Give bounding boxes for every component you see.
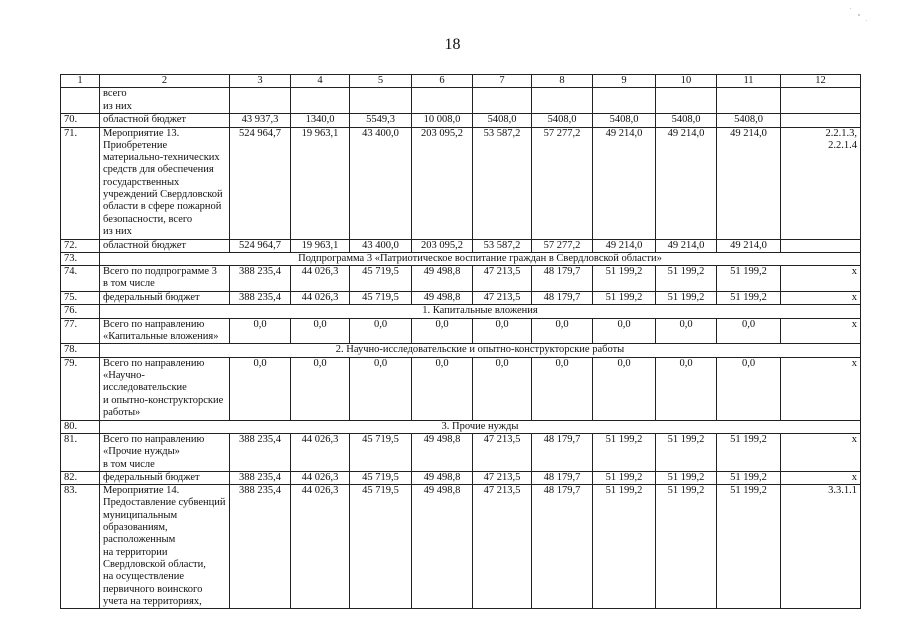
code-cell	[781, 114, 861, 127]
value-cell: 0,0	[532, 318, 593, 344]
header-cell: 6	[412, 75, 473, 88]
value-cell: 1340,0	[291, 114, 350, 127]
value-cell: 51 199,2	[593, 471, 656, 484]
value-cell: 45 719,5	[350, 292, 412, 305]
section-title: Подпрограмма 3 «Патриотическое воспитание граждан в Свердловской области»	[100, 252, 861, 265]
value-cell: 5408,0	[593, 114, 656, 127]
value-cell: 45 719,5	[350, 485, 412, 609]
header-cell: 9	[593, 75, 656, 88]
section-row	[61, 420, 861, 433]
row-index: 74.	[61, 266, 100, 292]
table-row	[61, 318, 861, 344]
page-number: 18	[444, 36, 461, 53]
value-cell: 19 963,1	[291, 127, 350, 239]
value-cell: 5549,3	[350, 114, 412, 127]
row-index: 80.	[61, 420, 100, 433]
value-cell: 44 026,3	[291, 433, 350, 471]
code-cell: x	[781, 292, 861, 305]
row-name: Всего по направлению «Прочие нужды» в том числе	[100, 433, 230, 471]
value-cell: 48 179,7	[532, 485, 593, 609]
value-cell: 388 235,4	[230, 266, 291, 292]
value-cell: 0,0	[291, 357, 350, 420]
value-cell: 49 214,0	[717, 239, 781, 252]
code-cell: x	[781, 266, 861, 292]
row-name: Всего по подпрограмме 3 в том числе	[100, 266, 230, 292]
table-row	[61, 292, 861, 305]
header-cell: 11	[717, 75, 781, 88]
header-cell: 10	[656, 75, 717, 88]
value-cell: 0,0	[656, 318, 717, 344]
value-cell: 51 199,2	[593, 485, 656, 609]
code-cell: x	[781, 433, 861, 471]
value-cell: 19 963,1	[291, 239, 350, 252]
row-name: федеральный бюджет	[100, 471, 230, 484]
value-cell: 51 199,2	[717, 292, 781, 305]
table-row	[61, 266, 861, 292]
header-cell: 4	[291, 75, 350, 88]
header-row	[61, 75, 861, 88]
value-cell: 47 213,5	[473, 266, 532, 292]
value-cell: 49 498,8	[412, 433, 473, 471]
section-row	[61, 344, 861, 357]
value-cell: 0,0	[656, 357, 717, 420]
value-cell: 51 199,2	[593, 433, 656, 471]
value-cell: 0,0	[230, 357, 291, 420]
header-cell: 8	[532, 75, 593, 88]
value-cell: 43 400,0	[350, 239, 412, 252]
header-cell: 5	[350, 75, 412, 88]
header-cell: 1	[61, 75, 100, 88]
value-cell: 48 179,7	[532, 471, 593, 484]
value-cell: 49 498,8	[412, 292, 473, 305]
row-name: Всего по направлению «Капитальные вложения»	[100, 318, 230, 344]
value-cell: 49 214,0	[593, 127, 656, 239]
value-cell: 49 214,0	[717, 127, 781, 239]
row-name: Мероприятие 13. Приобретение материально-технических средств для обеспечения государственных учреждений Свердловской области в сфере пожарной безопасности, всего из них	[100, 127, 230, 239]
value-cell: 5408,0	[717, 114, 781, 127]
table-row	[61, 88, 861, 114]
value-cell: 49 498,8	[412, 266, 473, 292]
row-index: 75.	[61, 292, 100, 305]
value-cell: 49 214,0	[593, 239, 656, 252]
value-cell: 203 095,2	[412, 127, 473, 239]
table-row	[61, 114, 861, 127]
section-row	[61, 252, 861, 265]
code-cell: x	[781, 318, 861, 344]
value-cell: 51 199,2	[593, 266, 656, 292]
table-row	[61, 471, 861, 484]
value-cell: 51 199,2	[717, 433, 781, 471]
value-cell: 48 179,7	[532, 266, 593, 292]
value-cell: 524 964,7	[230, 239, 291, 252]
scan-speck	[858, 14, 860, 16]
value-cell: 49 498,8	[412, 471, 473, 484]
section-title: 1. Капитальные вложения	[100, 305, 861, 318]
row-name: Всего по направлению «Научно- исследовательские и опытно-конструкторские работы»	[100, 357, 230, 420]
header-cell: 7	[473, 75, 532, 88]
value-cell: 48 179,7	[532, 292, 593, 305]
value-cell: 0,0	[412, 318, 473, 344]
value-cell: 49 498,8	[412, 485, 473, 609]
row-index: 73.	[61, 252, 100, 265]
code-cell: x	[781, 471, 861, 484]
table-row	[61, 357, 861, 420]
code-cell: 2.2.1.3, 2.2.1.4	[781, 127, 861, 239]
code-cell	[781, 239, 861, 252]
value-cell: 53 587,2	[473, 239, 532, 252]
value-cell: 47 213,5	[473, 292, 532, 305]
value-cell: 44 026,3	[291, 266, 350, 292]
value-cell: 0,0	[593, 357, 656, 420]
value-cell: 49 214,0	[656, 127, 717, 239]
value-cell: 5408,0	[473, 114, 532, 127]
value-cell: 51 199,2	[593, 292, 656, 305]
section-title: 2. Научно-исследовательские и опытно-конструкторские работы	[100, 344, 861, 357]
row-index: 78.	[61, 344, 100, 357]
row-index: 81.	[61, 433, 100, 471]
scan-speck	[866, 20, 867, 21]
table-row	[61, 433, 861, 471]
budget-table	[60, 74, 861, 609]
value-cell: 203 095,2	[412, 239, 473, 252]
value-cell: 48 179,7	[532, 433, 593, 471]
value-cell: 388 235,4	[230, 471, 291, 484]
value-cell: 43 937,3	[230, 114, 291, 127]
value-cell: 53 587,2	[473, 127, 532, 239]
row-name: областной бюджет	[100, 114, 230, 127]
row-name: областной бюджет	[100, 239, 230, 252]
value-cell: 44 026,3	[291, 471, 350, 484]
row-name: всего из них	[100, 88, 230, 114]
value-cell: 44 026,3	[291, 292, 350, 305]
table-row	[61, 239, 861, 252]
value-cell: 5408,0	[532, 114, 593, 127]
value-cell: 10 008,0	[412, 114, 473, 127]
value-cell: 524 964,7	[230, 127, 291, 239]
header-cell: 12	[781, 75, 861, 88]
row-index: 79.	[61, 357, 100, 420]
row-index: 71.	[61, 127, 100, 239]
value-cell: 0,0	[350, 357, 412, 420]
header-cell: 3	[230, 75, 291, 88]
row-index: 72.	[61, 239, 100, 252]
row-index: 82.	[61, 471, 100, 484]
row-index: 77.	[61, 318, 100, 344]
scan-speck	[850, 8, 851, 9]
value-cell: 43 400,0	[350, 127, 412, 239]
row-index: 70.	[61, 114, 100, 127]
value-cell: 51 199,2	[656, 292, 717, 305]
value-cell: 388 235,4	[230, 433, 291, 471]
value-cell: 388 235,4	[230, 485, 291, 609]
row-name: Мероприятие 14. Предоставление субвенций муниципальным образованиям, расположенным на территории Свердловской области, на осуществление первичного воинского учета на территориях,	[100, 485, 230, 609]
code-cell: x	[781, 357, 861, 420]
value-cell: 45 719,5	[350, 266, 412, 292]
value-cell: 0,0	[717, 318, 781, 344]
value-cell: 45 719,5	[350, 471, 412, 484]
code-cell: 3.3.1.1	[781, 485, 861, 609]
value-cell: 47 213,5	[473, 433, 532, 471]
table-row	[61, 485, 861, 609]
value-cell: 0,0	[291, 318, 350, 344]
value-cell: 51 199,2	[656, 266, 717, 292]
value-cell: 51 199,2	[717, 266, 781, 292]
value-cell: 0,0	[350, 318, 412, 344]
value-cell: 51 199,2	[717, 471, 781, 484]
header-cell: 2	[100, 75, 230, 88]
value-cell: 51 199,2	[656, 471, 717, 484]
value-cell: 0,0	[717, 357, 781, 420]
row-index	[61, 88, 100, 114]
row-index: 76.	[61, 305, 100, 318]
value-cell: 0,0	[473, 357, 532, 420]
value-cell: 0,0	[593, 318, 656, 344]
value-cell: 51 199,2	[656, 485, 717, 609]
value-cell: 0,0	[412, 357, 473, 420]
value-cell: 0,0	[230, 318, 291, 344]
value-cell: 5408,0	[656, 114, 717, 127]
value-cell: 57 277,2	[532, 239, 593, 252]
value-cell: 45 719,5	[350, 433, 412, 471]
value-cell: 388 235,4	[230, 292, 291, 305]
table-row	[61, 127, 861, 239]
value-cell: 0,0	[532, 357, 593, 420]
section-row	[61, 305, 861, 318]
section-title: 3. Прочие нужды	[100, 420, 861, 433]
row-index: 83.	[61, 485, 100, 609]
value-cell: 47 213,5	[473, 471, 532, 484]
value-cell: 51 199,2	[717, 485, 781, 609]
value-cell: 47 213,5	[473, 485, 532, 609]
row-name: федеральный бюджет	[100, 292, 230, 305]
value-cell: 0,0	[473, 318, 532, 344]
value-cell: 44 026,3	[291, 485, 350, 609]
value-cell: 49 214,0	[656, 239, 717, 252]
value-cell: 51 199,2	[656, 433, 717, 471]
value-cell: 57 277,2	[532, 127, 593, 239]
